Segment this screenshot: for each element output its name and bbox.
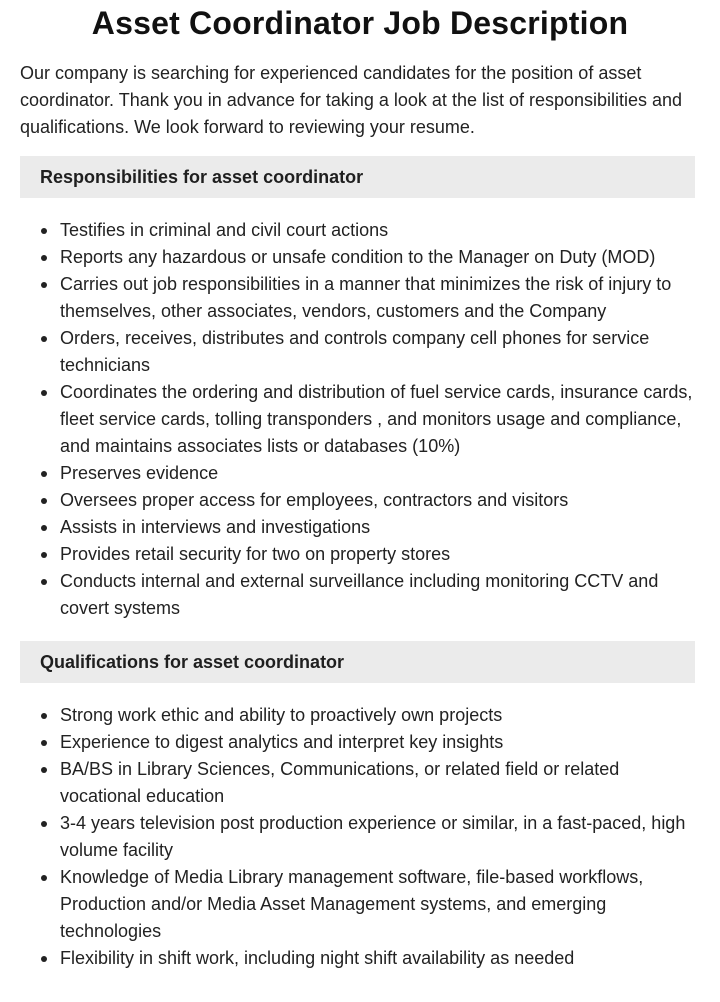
qualification-item: Strong work ethic and ability to proactively own projects (60, 702, 700, 729)
qualifications-list (20, 702, 700, 972)
responsibility-item: Orders, receives, distributes and controls company cell phones for service technicians (60, 325, 700, 379)
responsibility-item: Testifies in criminal and civil court actions (60, 217, 700, 244)
qualifications-heading: Qualifications for asset coordinator (20, 641, 695, 683)
qualification-item: 3-4 years television post production experience or similar, in a fast-paced, high volume facility (60, 810, 700, 864)
qualification-item: BA/BS in Library Sciences, Communications, or related field or related vocational education (60, 756, 700, 810)
qualification-item: Knowledge of Media Library management software, file-based workflows, Production and/or Media Asset Management systems, and emerging technologies (60, 864, 700, 945)
responsibility-item: Preserves evidence (60, 460, 700, 487)
responsibility-item: Coordinates the ordering and distribution of fuel service cards, insurance cards, fleet service cards, tolling transponders , and monitors usage and compliance, and maintains associates lists or databases (10%) (60, 379, 700, 460)
responsibility-item: Assists in interviews and investigations (60, 514, 700, 541)
responsibility-item: Carries out job responsibilities in a manner that minimizes the risk of injury to themselves, other associates, vendors, customers and the Company (60, 271, 700, 325)
responsibilities-list (20, 217, 700, 622)
responsibility-item: Oversees proper access for employees, contractors and visitors (60, 487, 700, 514)
responsibility-item: Provides retail security for two on property stores (60, 541, 700, 568)
responsibility-item: Reports any hazardous or unsafe condition to the Manager on Duty (MOD) (60, 244, 700, 271)
responsibility-item: Conducts internal and external surveillance including monitoring CCTV and covert systems (60, 568, 700, 622)
qualification-item: Experience to digest analytics and interpret key insights (60, 729, 700, 756)
page-title: Asset Coordinator Job Description (91, 5, 629, 41)
intro-paragraph: Our company is searching for experienced candidates for the position of asset coordinator. Thank you in advance for taking a look at the list of responsibilities and qualifications. We look forward to reviewing your resume. (20, 63, 683, 137)
qualification-item: Flexibility in shift work, including night shift availability as needed (60, 945, 700, 972)
responsibilities-heading: Responsibilities for asset coordinator (20, 156, 695, 198)
